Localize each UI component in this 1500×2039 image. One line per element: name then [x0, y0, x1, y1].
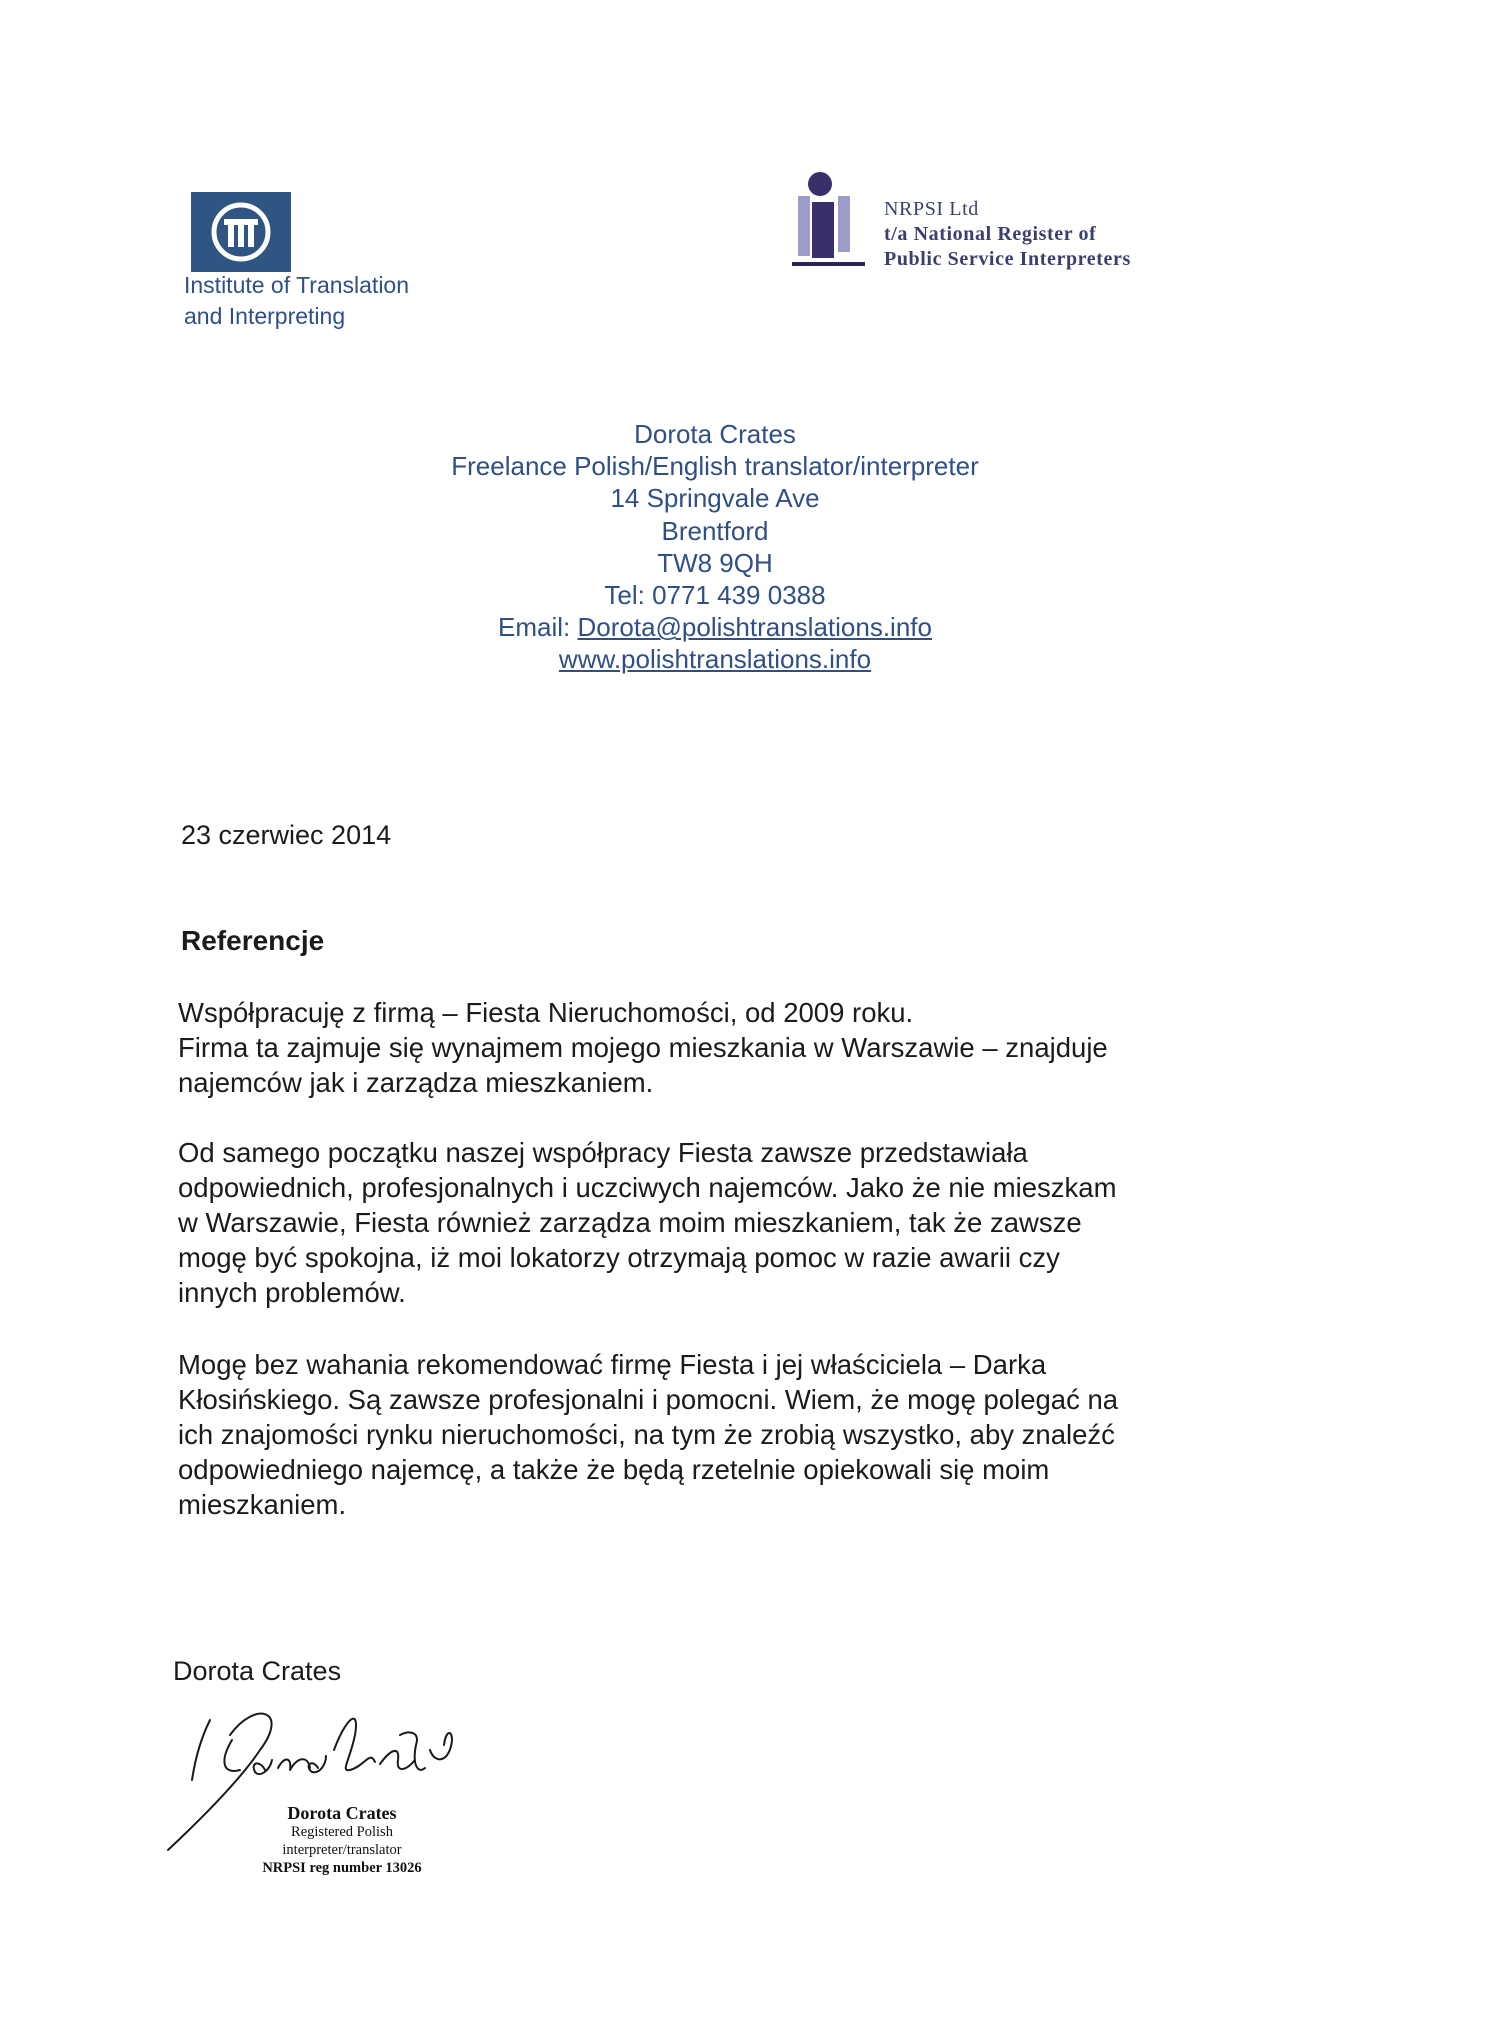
paragraph-line: odpowiednich, profesjonalnych i uczciwych najemców. Jako że nie mieszkam [178, 1172, 1117, 1203]
paragraph-line: Firma ta zajmuje się wynajmem mojego mieszkania w Warszawie – znajduje [178, 1032, 1108, 1063]
iti-name-line1: Institute of Translation [184, 272, 410, 298]
iti-name [184, 270, 409, 332]
nrpsi-logo-icon [792, 170, 865, 272]
sender-city: Brentford [661, 515, 769, 546]
paragraph-line: odpowiedniego najemcę, a także że będą rzetelnie opiekowali się moim [178, 1454, 1050, 1485]
paragraph-2 [178, 1135, 1258, 1310]
iti-name-line2: and Interpreting [184, 303, 346, 329]
stamp-line3: interpreter/translator [282, 1841, 402, 1858]
paragraph-line: Od samego początku naszej współpracy Fiesta zawsze przedstawiała [178, 1137, 1028, 1168]
sender-address-block [360, 418, 1070, 676]
sender-website-row [360, 643, 1070, 675]
paragraph-line: innych problemów. [178, 1277, 406, 1308]
stamp-line2: Registered Polish [291, 1824, 393, 1840]
sender-email-label: Email: [498, 612, 571, 643]
paragraph-3 [178, 1347, 1258, 1522]
sender-tel: Tel: 0771 439 0388 [604, 580, 826, 611]
letter-subject: Referencje [181, 925, 325, 956]
registration-stamp [262, 1802, 422, 1877]
sender-title: Freelance Polish/English translator/interpreter [451, 451, 979, 482]
sender-street: 14 Springvale Ave [610, 483, 820, 514]
signoff-name: Dorota Crates [173, 1656, 342, 1686]
paragraph-line: mieszkaniem. [178, 1489, 347, 1520]
sender-postcode: TW8 9QH [657, 547, 773, 578]
paragraph-line: najemców jak i zarządza mieszkaniem. [178, 1067, 654, 1098]
paragraph-line: mogę być spokojna, iż moi lokatorzy otrzymają pomoc w razie awarii czy [178, 1242, 1060, 1273]
nrpsi-line2: t/a National Register of [884, 223, 1097, 245]
paragraph-line: ich znajomości rynku nieruchomości, na tym że zrobią wszystko, aby znaleźć [178, 1419, 1115, 1450]
letter-date: 23 czerwiec 2014 [181, 820, 392, 850]
stamp-name: Dorota Crates [287, 1803, 397, 1823]
nrpsi-line1: NRPSI Ltd [884, 198, 979, 220]
paragraph-line: Kłosińskiego. Są zawsze profesjonalni i pomocni. Wiem, że mogę polegać na [178, 1384, 1119, 1415]
paragraph-line: Mogę bez wahania rekomendować firmę Fiesta i jej właściciela – Darka [178, 1349, 1047, 1380]
stamp-reg-number: NRPSI reg number 13026 [262, 1860, 422, 1876]
nrpsi-line3: Public Service Interpreters [884, 248, 1131, 270]
paragraph-line: w Warszawie, Fiesta również zarządza moim mieszkaniem, tak że zawsze [178, 1207, 1082, 1238]
sender-email-row [360, 611, 1070, 643]
sender-email-link[interactable]: Dorota@polishtranslations.info [577, 612, 932, 643]
iti-logo-icon [191, 192, 291, 272]
paragraph-line: Współpracuję z firmą – Fiesta Nieruchomości, od 2009 roku. [178, 997, 914, 1028]
paragraph-1 [178, 995, 1258, 1100]
sender-website-link[interactable]: www.polishtranslations.info [558, 644, 872, 675]
nrpsi-name [884, 197, 1131, 272]
sender-name: Dorota Crates [634, 419, 796, 449]
